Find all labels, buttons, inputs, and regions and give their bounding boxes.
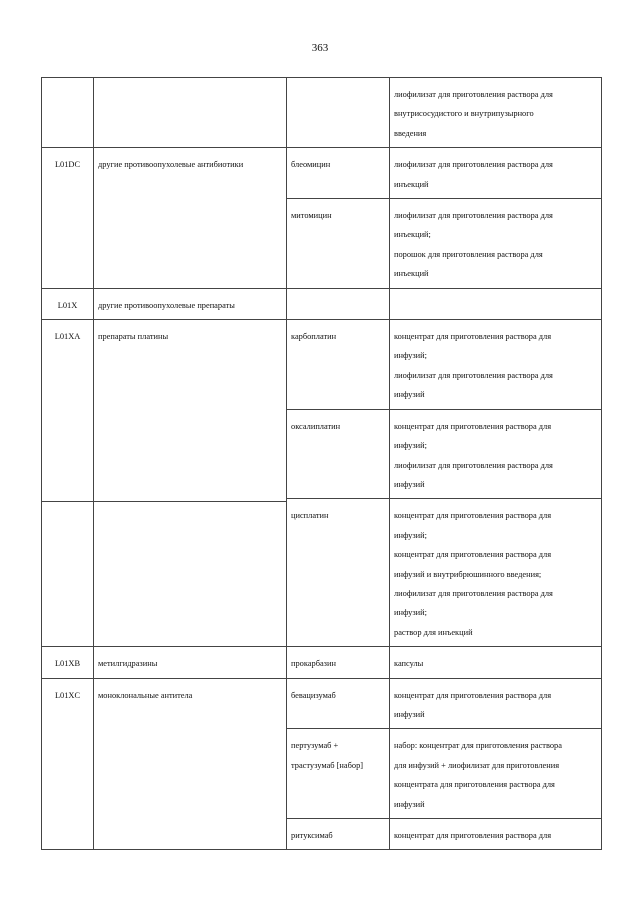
dosage-form-cell <box>390 320 602 409</box>
dosage-form-line: капсулы <box>394 659 424 669</box>
drug-name-cell: цисплатин <box>287 499 390 646</box>
dosage-form-line: инфузий <box>394 799 425 809</box>
dosage-form-cell <box>390 819 602 849</box>
dosage-form-line: концентрат для приготовления раствора для <box>394 421 552 431</box>
dosage-form-line: инфузий <box>394 709 425 719</box>
dosage-form-cell <box>390 289 602 319</box>
drug-table <box>41 77 602 850</box>
dosage-form-cell <box>390 148 602 198</box>
drug-name-cell: прокарбазин <box>287 647 390 677</box>
atc-code-cell: L01X <box>41 289 94 319</box>
dosage-form-line: концентрата для приготовления раствора для <box>394 780 555 790</box>
dosage-form-cell <box>390 647 602 677</box>
group-cell: моноклональные антитела <box>94 679 287 850</box>
dosage-form-line: концентрат для приготовления раствора для <box>394 690 552 700</box>
atc-code-cell: L01XC <box>41 679 94 850</box>
table-row <box>287 498 602 646</box>
drug-name-cell: бевацизумаб <box>287 679 390 729</box>
drug-name-cell <box>287 289 390 319</box>
table-row-group <box>41 679 602 851</box>
dosage-form-line: концентрат для приготовления раствора для <box>394 511 552 521</box>
dosage-form-line: концентрат для приготовления раствора для <box>394 831 552 840</box>
drug-name-cell: оксалиплатин <box>287 410 390 499</box>
dosage-form-line: инфузий; <box>394 608 427 618</box>
atc-code-cell: L01XA <box>41 320 94 501</box>
group-cell <box>94 502 287 646</box>
dosage-form-line: лиофилизат для приготовления раствора для <box>394 90 553 99</box>
dosage-form-line: концентрат для приготовления раствора для <box>394 550 552 560</box>
drug-name-cell: блеомицин <box>287 148 390 198</box>
table-row <box>287 409 602 499</box>
dosage-form-line: лиофилизат для приготовления раствора для <box>394 160 553 170</box>
table-row <box>41 77 602 148</box>
atc-code-cell: L01DC <box>41 148 94 287</box>
dosage-form-line: инфузий; <box>394 441 427 451</box>
dosage-form-cell <box>390 679 602 729</box>
group-cell: метилгидразины <box>94 647 287 677</box>
atc-code-cell: L01XB <box>41 647 94 677</box>
table-row <box>287 320 602 409</box>
atc-code-cell <box>41 502 94 646</box>
drug-name-cell: митомицин <box>287 199 390 288</box>
dosage-form-line: лиофилизат для приготовления раствора для <box>394 460 553 470</box>
table-row <box>287 148 602 198</box>
dosage-form-line: внутрисосудистого и внутрипузырного <box>394 109 534 119</box>
table-row-group <box>41 148 602 288</box>
dosage-form-line: для инфузий + лиофилизат для приготовления <box>394 760 560 770</box>
page-number: 363 <box>311 42 329 54</box>
table-row <box>287 679 602 729</box>
dosage-form-cell <box>390 499 602 646</box>
dosage-form-line: инфузий; <box>394 530 427 540</box>
dosage-form-line: инъекций; <box>394 230 431 240</box>
atc-code-cell <box>41 78 94 147</box>
dosage-form-line: концентрат для приготовления раствора для <box>394 332 552 342</box>
drug-name-cell: ритуксимаб <box>287 819 390 849</box>
dosage-form-line: лиофилизат для приготовления раствора для <box>394 211 553 221</box>
group-cell: другие противоопухолевые препараты <box>94 289 287 319</box>
drug-name-cell: карбоплатин <box>287 320 390 409</box>
dosage-form-line: инфузий; <box>394 351 427 361</box>
table-row <box>287 198 602 288</box>
table-row <box>287 818 602 849</box>
dosage-form-line: инфузий <box>394 390 425 400</box>
dosage-form-cell <box>390 410 602 499</box>
group-cell: другие противоопухолевые антибиотики <box>94 148 287 287</box>
drug-name-cell <box>287 78 390 147</box>
table-row <box>41 647 602 678</box>
dosage-form-line: раствор для инъекций <box>394 627 473 637</box>
dosage-form-cell <box>390 729 602 818</box>
dosage-form-line: лиофилизат для приготовления раствора для <box>394 370 553 380</box>
drug-name-line: пертузумаб + <box>291 741 339 751</box>
dosage-form-line: порошок для приготовления раствора для <box>394 249 543 259</box>
dosage-form-cell <box>390 78 602 147</box>
dosage-form-line: инъекций <box>394 179 429 189</box>
drug-name-cell <box>287 729 390 818</box>
group-cell <box>94 78 287 147</box>
dosage-form-cell <box>390 199 602 288</box>
dosage-form-line: введения <box>394 128 427 138</box>
drug-name-line: трастузумаб [набор] <box>291 760 364 770</box>
dosage-form-line: набор: концентрат для приготовления раствора <box>394 741 562 751</box>
dosage-form-line: инъекций <box>394 269 429 279</box>
table-row <box>287 728 602 818</box>
table-row <box>41 289 602 320</box>
dosage-form-line: лиофилизат для приготовления раствора для <box>394 588 553 598</box>
group-cell: препараты платины <box>94 320 287 501</box>
dosage-form-line: инфузий <box>394 479 425 489</box>
dosage-form-line: инфузий и внутрибрюшинного введения; <box>394 569 542 579</box>
table-row-group <box>41 320 602 647</box>
